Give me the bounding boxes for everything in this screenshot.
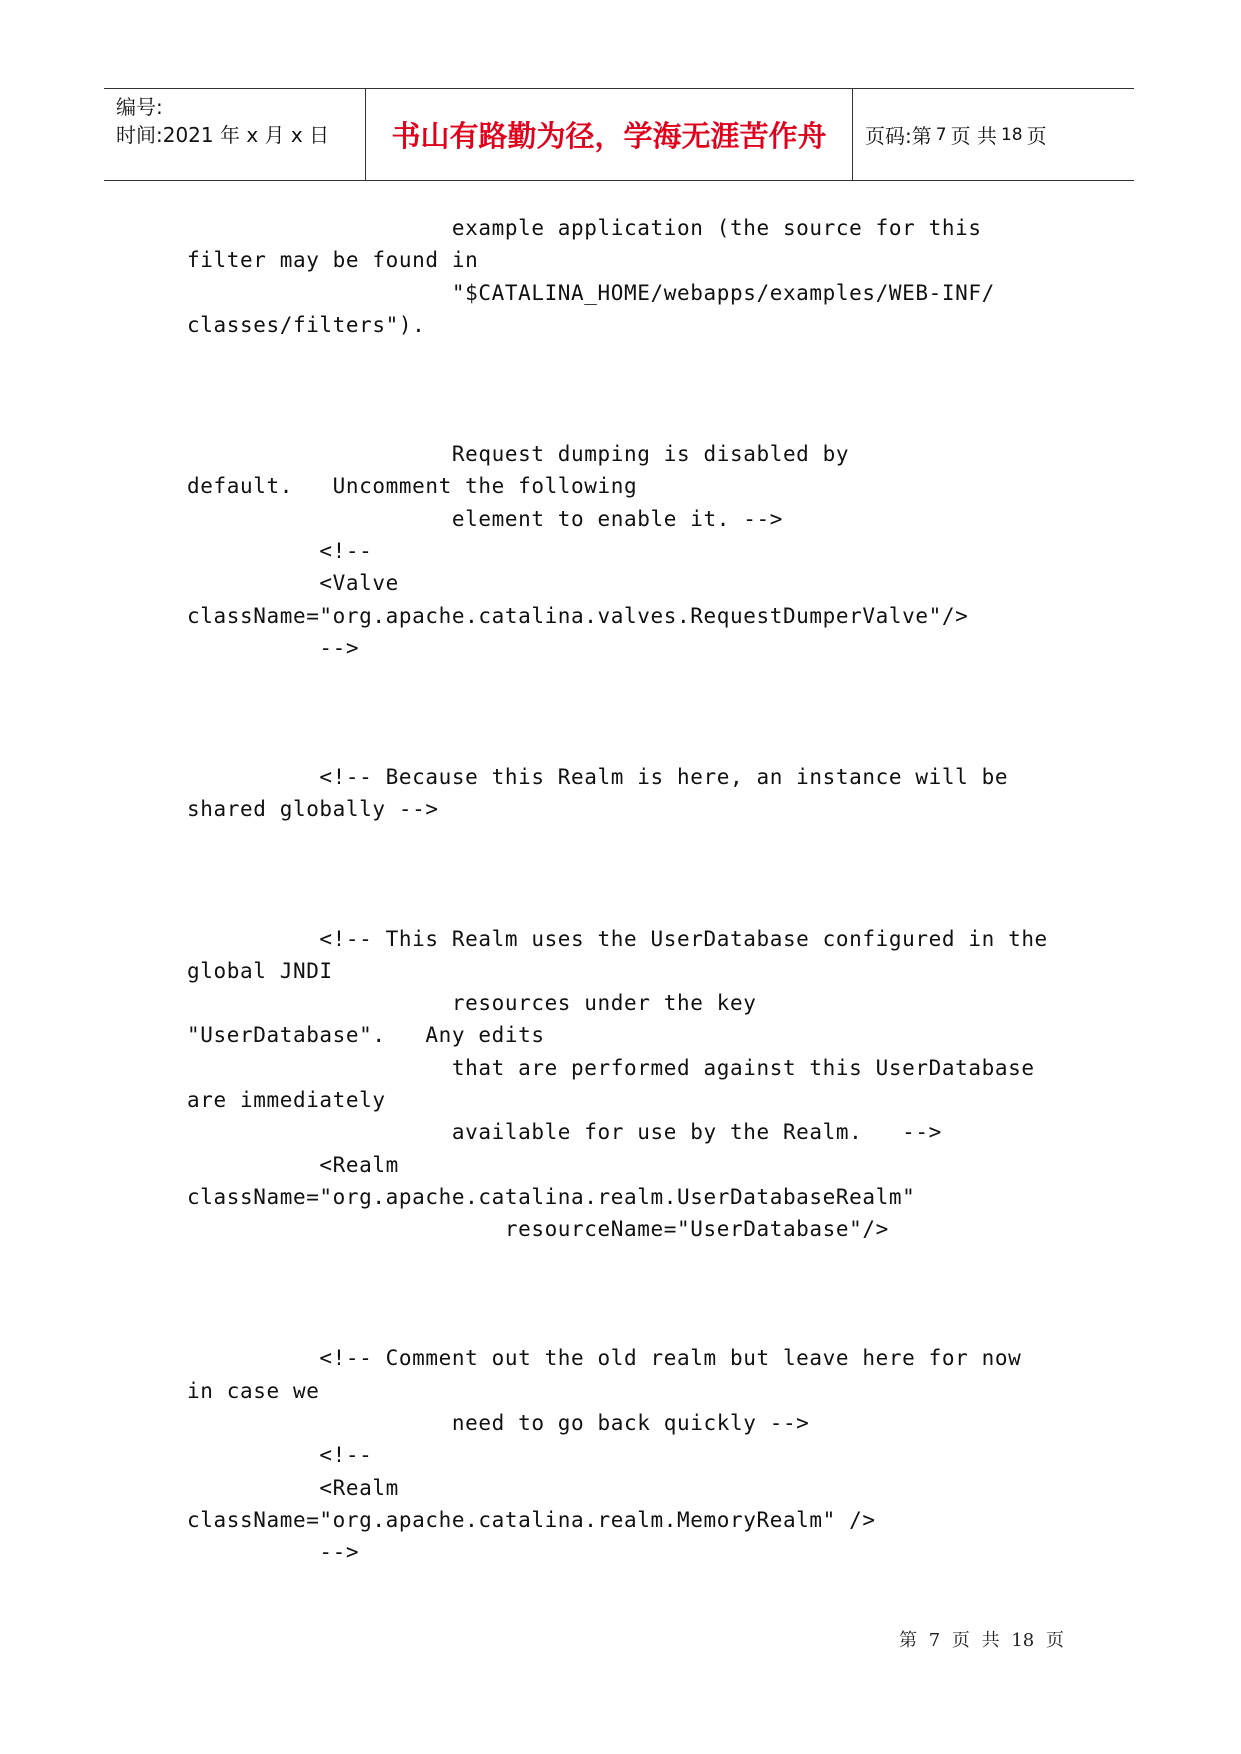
text-line [187,341,987,373]
page-current: 7 [935,124,947,145]
text-line [187,406,987,438]
text-line [187,890,987,922]
page-header [104,88,1134,181]
text-line [187,1246,987,1278]
text-line: className="org.apache.catalina.realm.UserDatabaseRealm" [187,1184,916,1209]
text-line: are immediately [187,1088,386,1113]
text-line: in case we [187,1378,320,1403]
page-mid: 页 共 [950,124,997,148]
text-line: <Realm [187,1475,399,1500]
document-number-label: 编号: [116,95,163,119]
text-line [187,826,987,858]
text-line [187,858,987,890]
header-motto: 书山有路勤为径，学海无涯苦作舟 [366,89,853,180]
text-line [187,373,987,405]
text-line: filter may be found in [187,248,479,273]
page-total: 18 [1000,124,1023,145]
text-line: shared globally --> [187,797,439,822]
text-line: resources under the key [187,991,757,1016]
text-line: Request dumping is disabled by [187,442,850,467]
document-body [187,212,1048,1568]
text-line [187,664,987,696]
text-line: default. Uncomment the following [187,474,638,499]
page-footer: 第 7 页 共 18 页 [899,1630,1064,1651]
text-line [187,1310,987,1342]
text-line: resourceName="UserDatabase"/> [187,1217,889,1242]
text-line: --> [187,1540,360,1565]
text-line: classes/filters"). [187,312,426,337]
text-line: element to enable it. --> [187,506,783,531]
header-meta [104,89,366,180]
text-line: className="org.apache.catalina.realm.MemoryRealm" /> [187,1507,876,1532]
page-suffix: 页 [1026,124,1047,148]
document-date: 时间:2021 年 x 月 x 日 [116,123,330,147]
text-line: example application (the source for this [187,216,982,240]
text-line: that are performed against this UserDatabase [187,1055,1035,1080]
text-line: <Realm [187,1152,399,1177]
page-prefix: 页码:第 [865,124,932,148]
text-line: <!-- This Realm uses the UserDatabase configured in the [187,926,1048,951]
text-line: need to go back quickly --> [187,1410,810,1435]
text-line: --> [187,635,360,660]
text-line [187,696,987,728]
text-line: "$CATALINA_HOME/webapps/examples/WEB-INF/ [187,280,995,305]
text-line: <!-- Comment out the old realm but leave here for now [187,1346,1022,1371]
text-line: <!-- [187,538,373,563]
text-line [187,729,987,761]
text-line: available for use by the Realm. --> [187,1120,942,1145]
header-page-indicator [853,89,1134,180]
text-line: <!-- [187,1443,373,1468]
text-line [187,1278,987,1310]
text-line: global JNDI [187,958,333,983]
text-line: className="org.apache.catalina.valves.RequestDumperValve"/> [187,603,969,628]
text-line: <Valve [187,571,399,596]
text-line: "UserDatabase". Any edits [187,1023,545,1048]
text-line: <!-- Because this Realm is here, an instance will be [187,765,1009,790]
